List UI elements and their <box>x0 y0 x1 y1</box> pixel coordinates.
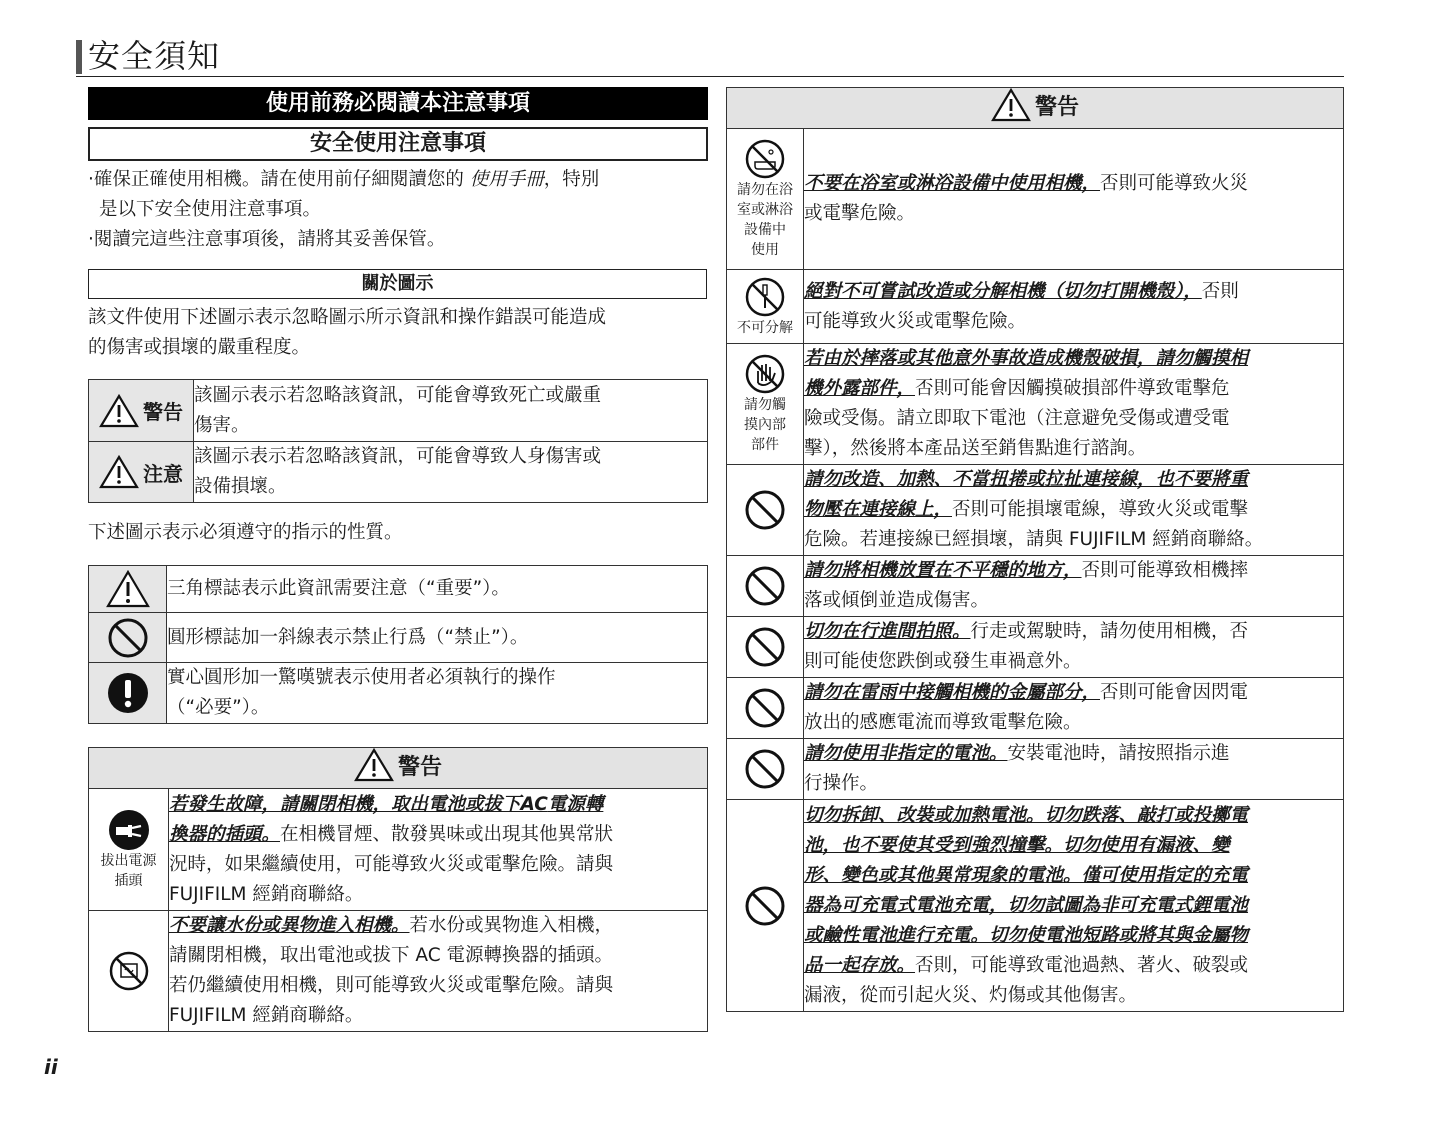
text-run: 否則可能會因觸摸破損部件導致電擊危 <box>915 378 1230 399</box>
text-line <box>804 891 1343 921</box>
symbols-table <box>88 565 708 724</box>
warning-text <box>169 789 708 911</box>
severity-label-caution: 注意 <box>89 442 194 503</box>
prohibited-icon <box>744 626 786 668</box>
text-run: 否則可能導致火災 <box>1100 173 1249 194</box>
text-line <box>804 981 1343 1011</box>
warning-row <box>727 465 1344 556</box>
mandatory-icon <box>107 672 149 714</box>
text-line <box>804 708 1343 738</box>
emphasized-text: 品一起存放。 <box>804 954 916 976</box>
text-line <box>169 971 707 1001</box>
warning-text <box>804 800 1344 1012</box>
text-run: 行操作。 <box>804 773 879 794</box>
text-run: 否則可能損壞電線，導致火災或電擊 <box>952 499 1249 520</box>
icon-label: 插頭 <box>114 872 143 889</box>
text-run: FUJIFILM 經銷商聯絡。 <box>169 883 364 905</box>
symbol-cell <box>89 566 167 613</box>
emphasized-text: 請勿在雷雨中接觸相機的金屬部分， <box>804 682 1101 703</box>
warning-icon-cell <box>727 739 804 800</box>
emphasized-text: 請勿使用非指定的電池。 <box>804 743 1008 764</box>
text-run: 行走或駕駛時，請勿使用相機，否 <box>970 621 1249 642</box>
text-run: 險或受傷。請立即取下電池（注意避免受傷或遭受電 <box>804 408 1230 429</box>
text-run: 或電擊危險。 <box>804 203 916 224</box>
text-line <box>804 921 1343 951</box>
warning-row <box>727 800 1344 1012</box>
page-number: ii <box>44 1055 58 1079</box>
text-line: 圓形標誌加一斜線表示禁止行爲（“禁止”）。 <box>167 626 529 648</box>
text-run: 請關閉相機，取出電池或拔下 AC 電源轉換器的插頭。 <box>169 945 614 966</box>
text-line <box>804 169 1343 199</box>
text-line <box>804 556 1343 586</box>
about-icons-text <box>88 303 708 363</box>
warning-text <box>804 556 1344 617</box>
icon-label: 摸內部 <box>744 417 786 433</box>
warning-header: 警告 <box>727 88 1344 129</box>
text-line: 設備損壞。 <box>194 476 287 497</box>
icon-label: 設備中 <box>744 222 786 238</box>
unplug-icon <box>108 809 150 851</box>
text-line <box>804 344 1343 374</box>
no-water-icon <box>108 950 150 992</box>
text-run: 則可能使您跌倒或發生車禍意外。 <box>804 651 1082 672</box>
text-run: 擊），然後將本產品送至銷售點進行諮詢。 <box>804 438 1147 459</box>
text-line <box>804 465 1343 495</box>
text-line <box>804 739 1343 769</box>
prohibited-icon <box>744 489 786 531</box>
warning-triangle-icon <box>354 748 394 782</box>
icon-label: 使用 <box>751 242 779 258</box>
text-run: 否則可能會因閃電 <box>1100 682 1249 703</box>
text-line: 該圖示表示若忽略該資訊，可能會導致人身傷害或 <box>194 446 602 467</box>
warning-row <box>727 129 1344 270</box>
right-warning-table <box>726 87 1344 1012</box>
symbol-desc <box>167 663 708 724</box>
intro-bullets <box>88 165 708 255</box>
emphasized-text: 若發生故障，請關閉相機，取出電池或拔下 <box>169 793 521 815</box>
warning-text <box>804 129 1344 270</box>
emphasized-text: 池，也不要使其受到強烈撞擊。切勿使用有漏液、變 <box>804 834 1230 856</box>
text-run: 漏液，從而引起火災、灼傷或其他傷害。 <box>804 984 1138 1006</box>
text-line: 傷害。 <box>194 414 250 436</box>
warning-icon-cell <box>727 556 804 617</box>
text-run: 況時，如果繼續使用，可能導致火災或電擊危險。請與 <box>169 853 614 875</box>
page-title: 安全須知 <box>88 37 221 75</box>
text-run: 在相機冒煙、散發異味或出現其他異常狀 <box>280 823 614 845</box>
warning-triangle-icon <box>991 88 1031 122</box>
prohibited-icon <box>744 687 786 729</box>
text-line <box>804 831 1343 861</box>
text-line <box>169 941 707 971</box>
emphasized-text: 電源轉 <box>547 793 604 815</box>
warning-icon-cell <box>727 617 804 678</box>
prohibited-icon <box>744 885 786 927</box>
icon-label: 部件 <box>751 437 779 453</box>
warning-header: 警告 <box>89 748 708 789</box>
text-line <box>804 199 1343 229</box>
symbol-desc <box>167 613 708 663</box>
safety-notes-heading: 安全使用注意事項 <box>88 127 708 161</box>
left-warning-table <box>88 747 708 1032</box>
warning-row <box>727 739 1344 800</box>
text-run: 否則可能導致相機摔 <box>1081 560 1249 581</box>
warning-icon-cell <box>727 344 804 465</box>
emphasized-text: 不要在浴室或淋浴設備中使用相機， <box>804 173 1101 194</box>
warning-text <box>804 344 1344 465</box>
text-line <box>804 525 1343 555</box>
triangle-icon <box>106 570 150 608</box>
warning-text <box>804 465 1344 556</box>
emphasized-text: 切勿在行進間拍照。 <box>804 621 971 642</box>
warning-icon-cell <box>727 270 804 344</box>
prohibited-icon <box>744 565 786 607</box>
text-run: 否則，可能導致電池過熱、著火、破裂或 <box>915 954 1249 976</box>
emphasized-text: AC <box>520 793 548 815</box>
text-run: 危險。若連接線已經損壞，請與 FUJIFILM 經銷商聯絡。 <box>804 529 1264 550</box>
emphasized-text: 物壓在連接線上， <box>804 499 953 520</box>
text-line <box>804 495 1343 525</box>
text-line <box>804 801 1343 831</box>
no-bath-icon <box>744 138 786 180</box>
emphasized-text: 請勿改造、加熱、不當扭捲或拉扯連接線，也不要將重 <box>804 469 1249 490</box>
text-line <box>804 307 1343 337</box>
text-line <box>169 850 707 880</box>
warning-triangle-icon <box>99 394 139 428</box>
text-run: 否則 <box>1201 280 1239 302</box>
bullet-item: ·閱讀完這些注意事項後，請將其妥善保管。 <box>88 229 446 250</box>
emphasized-text: 絕對不可嘗試改造或分解相機（切勿打開機殼）， <box>804 280 1202 302</box>
text-run: 若水份或異物進入相機， <box>409 915 614 936</box>
icon-label: 不可分解 <box>737 319 793 336</box>
icon-label: 請勿觸 <box>744 397 786 413</box>
text-run: FUJIFILM 經銷商聯絡。 <box>169 1005 364 1026</box>
text-line <box>804 769 1343 799</box>
text-line <box>804 434 1343 464</box>
text-line: 三角標誌表示此資訊需要注意（“重要”）。 <box>167 578 510 599</box>
no-touch-icon <box>744 353 786 395</box>
text-line <box>169 1001 707 1031</box>
text-line: 該文件使用下述圖示表示忽略圖示所示資訊和操作錯誤可能造成 <box>88 307 607 328</box>
emphasized-text: 換器的插頭。 <box>169 823 281 845</box>
read-before-use-banner: 使用前務必閱讀本注意事項 <box>88 87 708 120</box>
warning-text <box>804 678 1344 739</box>
emphasized-text: 機外露部件， <box>804 378 916 399</box>
warning-icon-cell <box>727 800 804 1012</box>
header-bar <box>76 40 82 74</box>
warning-row <box>727 678 1344 739</box>
severity-table <box>88 379 708 503</box>
text-line <box>169 790 707 820</box>
text-run: 放出的感應電流而導致電擊危險。 <box>804 712 1082 733</box>
warning-row <box>727 556 1344 617</box>
text-run: 可能導致火災或電擊危險。 <box>804 310 1027 332</box>
icon-label: 拔出電源 <box>100 852 157 869</box>
emphasized-text: 切勿拆卸、改裝或加熱電池。切勿跌落、敲打或投擲電 <box>804 804 1249 826</box>
text-line <box>804 678 1343 708</box>
warning-row <box>727 270 1344 344</box>
warning-text <box>804 270 1344 344</box>
prohibited-icon <box>744 748 786 790</box>
text-line: 實心圓形加一驚嘆號表示使用者必須執行的操作 <box>167 667 556 688</box>
text-line <box>804 404 1343 434</box>
text-line <box>804 647 1343 677</box>
text-line <box>804 277 1343 307</box>
severity-desc-warning <box>194 380 708 442</box>
warning-icon-cell <box>727 465 804 556</box>
about-icons-heading: 關於圖示 <box>88 269 707 299</box>
symbols-intro: 下述圖示表示必須遵守的指示的性質。 <box>88 522 403 543</box>
text-line <box>804 951 1343 981</box>
warning-icon-cell <box>727 678 804 739</box>
emphasized-text: 器為可充電式電池充電，切勿試圖為非可充電式鋰電池 <box>804 894 1249 916</box>
warning-icon-cell <box>89 789 169 911</box>
warning-text <box>804 617 1344 678</box>
severity-label-warning: 警告 <box>89 380 194 442</box>
text-line <box>169 820 707 850</box>
severity-desc-caution <box>194 442 708 503</box>
symbol-desc <box>167 566 708 613</box>
prohibited-icon <box>107 617 149 659</box>
bullet-item: ·確保正確使用相機。請在使用前仔細閱讀您的 使用手冊，特別 <box>88 169 600 190</box>
bullet-continuation: 是以下安全使用注意事項。 <box>99 199 322 220</box>
warning-icon-cell <box>727 129 804 270</box>
emphasized-text: 形、變色或其他異常現象的電池。僅可使用指定的充電 <box>804 864 1249 886</box>
page-header <box>76 38 1344 77</box>
text-line <box>169 880 707 910</box>
warning-row <box>727 617 1344 678</box>
caution-triangle-icon <box>99 455 139 489</box>
text-line: （“必要”）。 <box>167 697 270 718</box>
no-disassemble-icon <box>744 276 786 318</box>
text-line <box>804 586 1343 616</box>
emphasized-text: 若由於摔落或其他意外事故造成機殼破損，請勿觸摸相 <box>804 348 1249 369</box>
warning-icon-cell <box>89 911 169 1032</box>
warning-text <box>804 739 1344 800</box>
warning-text <box>169 911 708 1032</box>
text-run: 安裝電池時，請按照指示進 <box>1007 743 1230 764</box>
symbol-cell <box>89 663 167 724</box>
text-line: 該圖示表示若忽略該資訊，可能會導致死亡或嚴重 <box>194 384 602 406</box>
text-line <box>804 861 1343 891</box>
text-run: 若仍繼續使用相機，則可能導致火災或電擊危險。請與 <box>169 975 614 996</box>
warning-row <box>727 344 1344 465</box>
text-line <box>804 617 1343 647</box>
text-line: 的傷害或損壞的嚴重程度。 <box>88 337 311 358</box>
emphasized-text: 不要讓水份或異物進入相機。 <box>169 915 410 936</box>
icon-label: 室或淋浴 <box>737 202 793 218</box>
icon-label: 請勿在浴 <box>737 182 793 198</box>
emphasized-text: 請勿將相機放置在不平穩的地方， <box>804 560 1082 581</box>
text-run: 落或傾倒並造成傷害。 <box>804 590 990 611</box>
text-line <box>169 911 707 941</box>
text-line <box>804 374 1343 404</box>
symbol-cell <box>89 613 167 663</box>
emphasized-text: 或鹼性電池進行充電。切勿使電池短路或將其與金屬物 <box>804 924 1249 946</box>
